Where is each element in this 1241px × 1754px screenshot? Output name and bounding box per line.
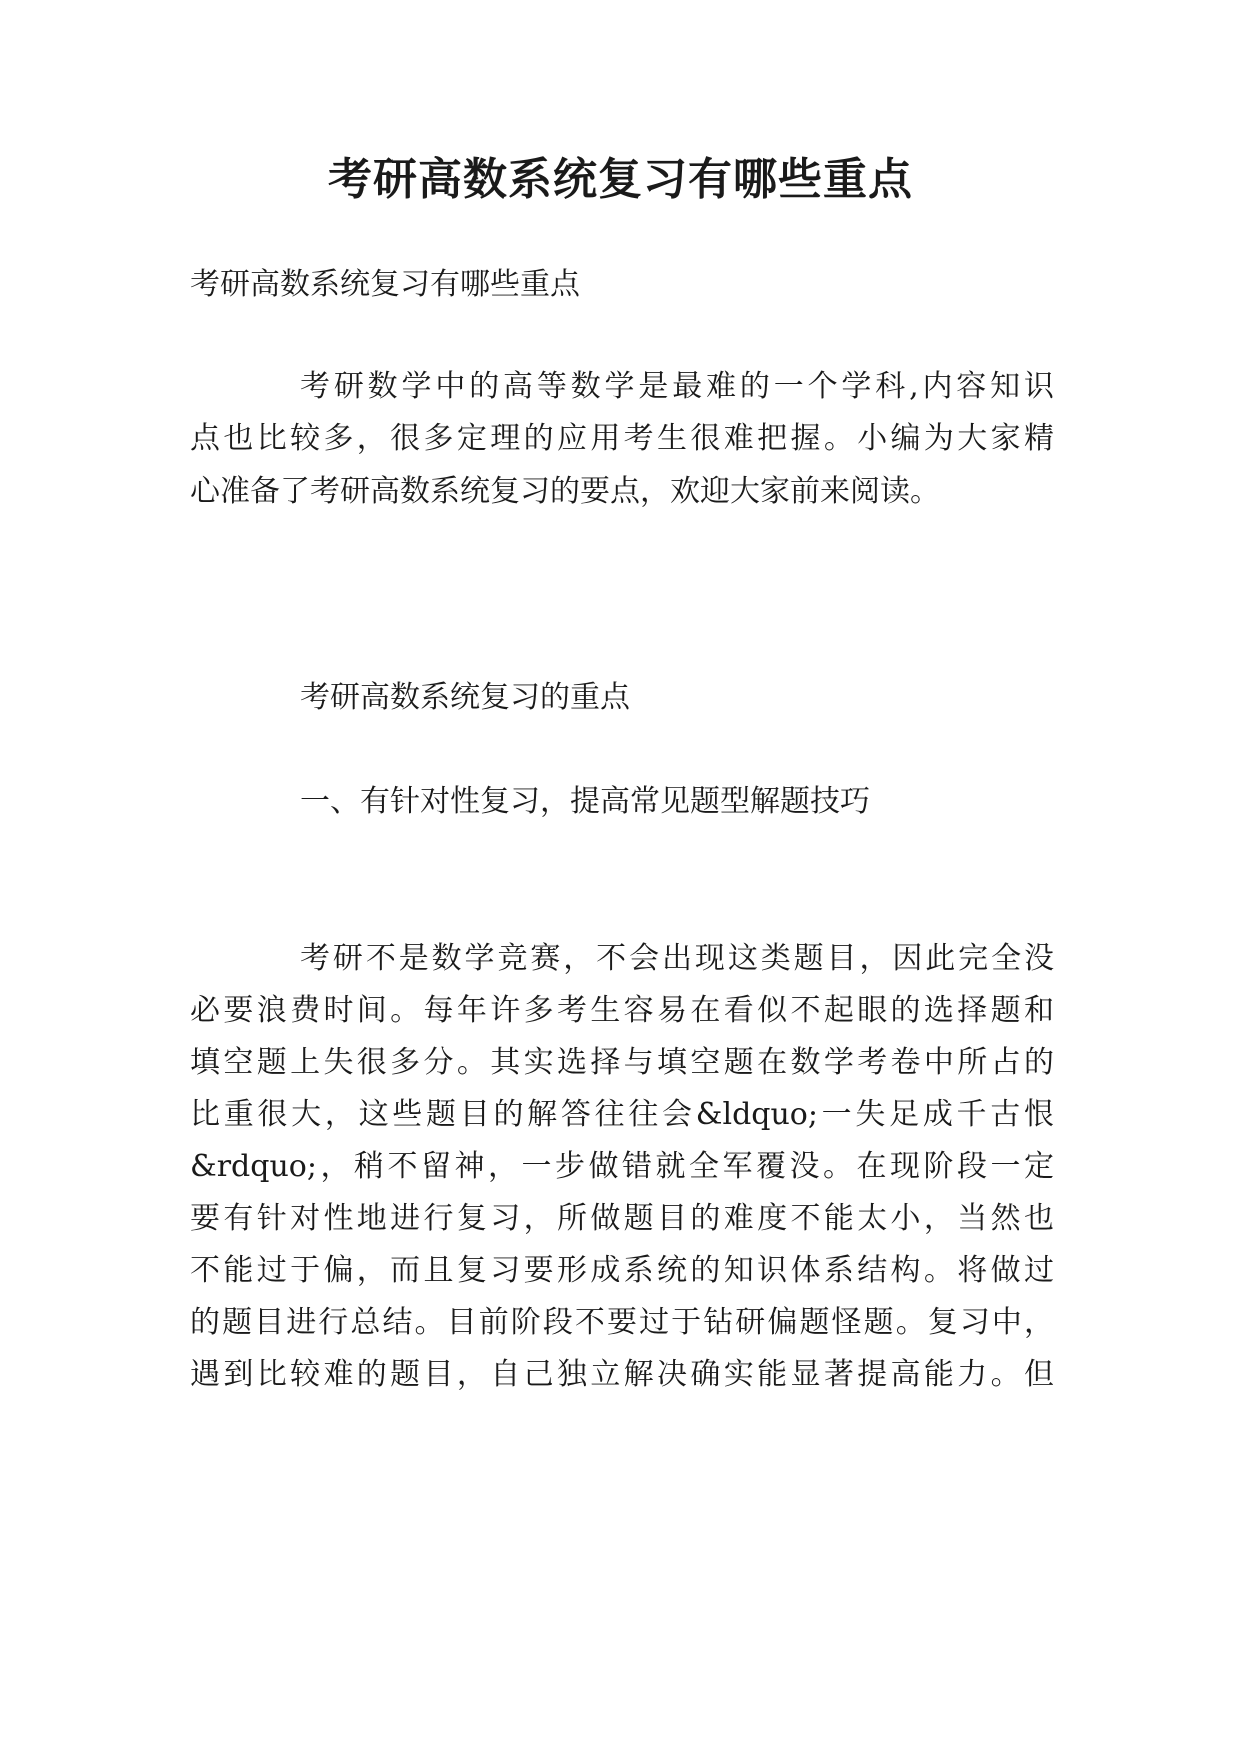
document-subtitle: 考研高数系统复习有哪些重点 [190,267,580,302]
body-line-8: 的题目进行总结。目前阶段不要过于钻研偏题怪题。复习中， [190,1305,1054,1340]
body-line-2: 必要浪费时间。每年许多考生容易在看似不起眼的选择题和 [190,993,1054,1028]
document-title: 考研高数系统复习有哪些重点 [328,154,913,205]
body-line-7: 不能过于偏，而且复习要形成系统的知识体系结构。将做过 [190,1253,1054,1288]
intro-line-2: 点也比较多，很多定理的应用考生很难把握。小编为大家精 [190,421,1054,456]
intro-line-3: 心准备了考研高数系统复习的要点，欢迎大家前来阅读。 [190,474,940,509]
body-line-3: 填空题上失很多分。其实选择与填空题在数学考卷中所占的 [190,1045,1054,1080]
body-line-6: 要有针对性地进行复习，所做题目的难度不能太小，当然也 [190,1201,1054,1236]
section-heading: 考研高数系统复习的重点 [300,680,630,715]
body-line-9: 遇到比较难的题目，自己独立解决确实能显著提高能力。但 [190,1357,1054,1392]
intro-line-1: 考研数学中的高等数学是最难的一个学科,内容知识 [300,369,1054,404]
subsection-heading: 一、有针对性复习，提高常见题型解题技巧 [300,784,870,819]
body-line-5: &rdquo;，稍不留神，一步做错就全军覆没。在现阶段一定 [190,1149,1054,1184]
body-line-1: 考研不是数学竞赛，不会出现这类题目，因此完全没 [300,941,1054,976]
body-line-4: 比重很大，这些题目的解答往往会&ldquo;一失足成千古恨 [190,1097,1054,1132]
